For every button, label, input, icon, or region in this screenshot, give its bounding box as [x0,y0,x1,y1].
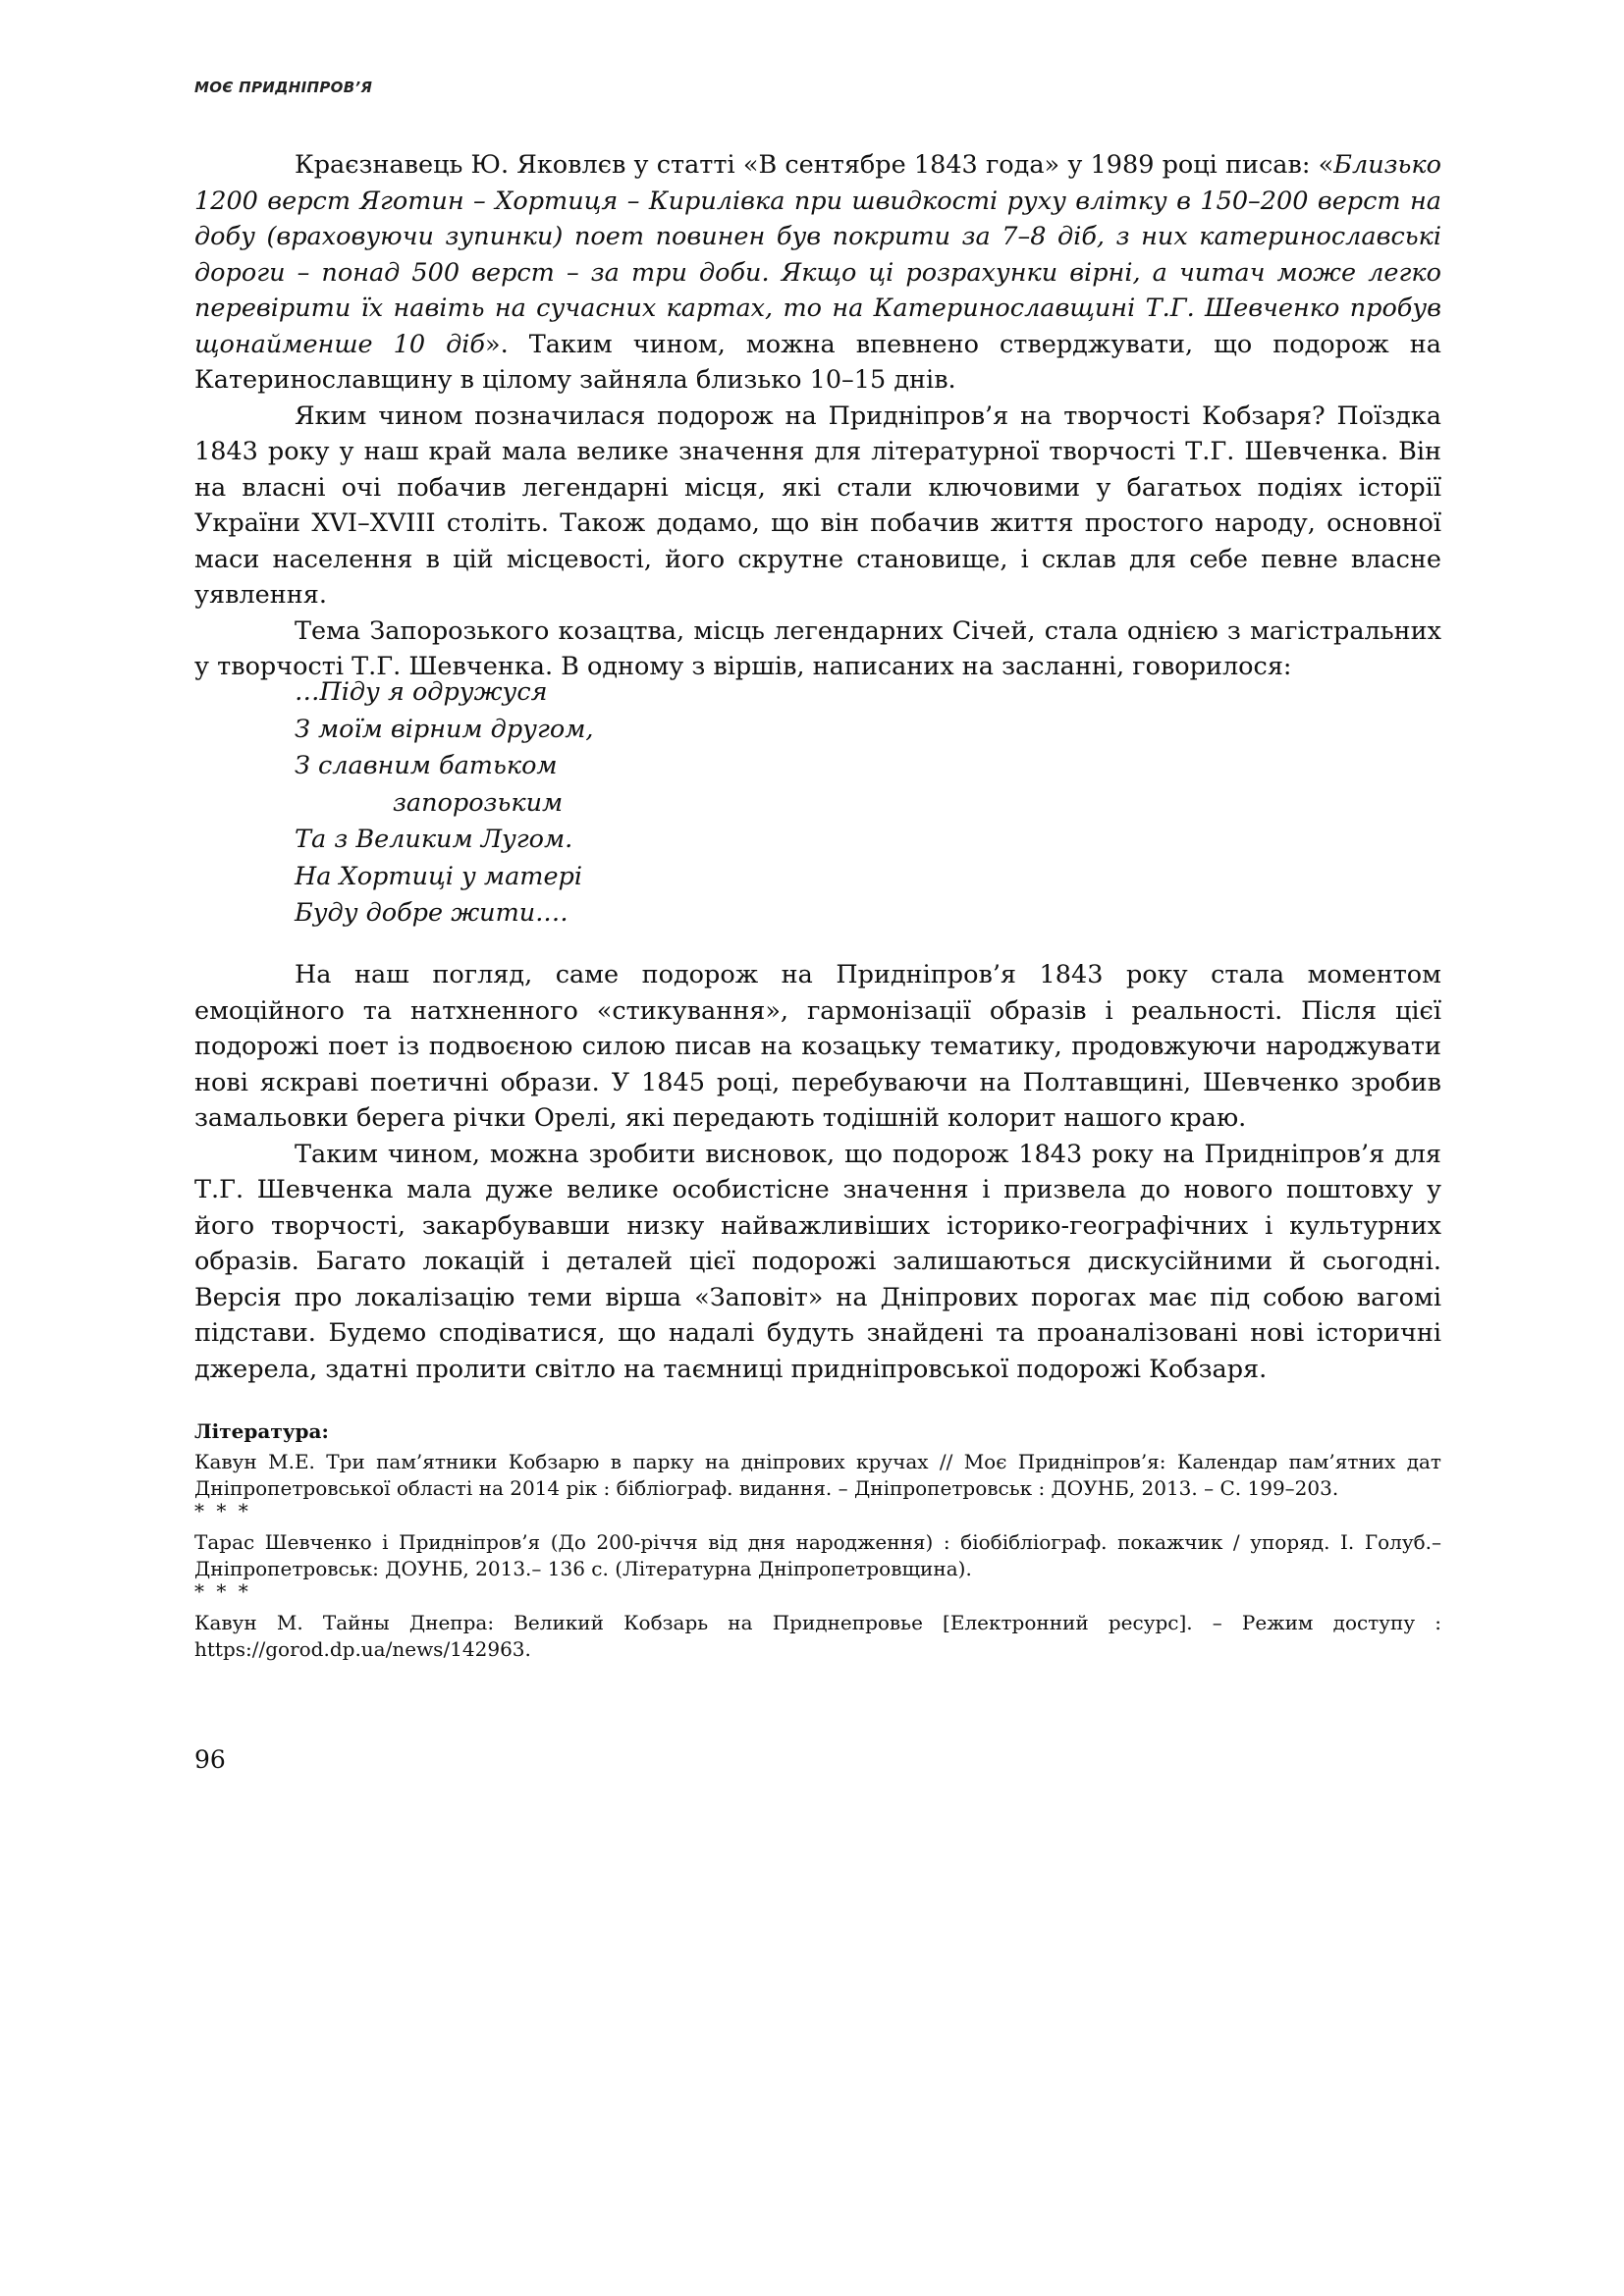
reference-item: Тарас Шевченко і Придніпров’я (До 200-річчя від дня народження) : біобібліограф. покажчик / упоряд. І. Голуб.– Дніпропетровськ: ДОУНБ, 2013.– 136 с. (Літературна Дніпропетровщина). [194,1530,1441,1580]
paragraph-yakovlev [194,147,1441,399]
paragraph-lead: Краєзнавець Ю. Яковлєв у статті «В сентябре 1843 года» у 1989 році писав: « [295,150,1334,180]
reference-item: Кавун М. Тайны Днепра: Великий Кобзарь на Приднепровье [Електронний ресурс]. – Режим доступу : https://gorod.dp.ua/news/142963. [194,1611,1441,1661]
reference-separator: * * * [194,1499,251,1522]
page-number: 96 [194,1745,226,1774]
poem-line: запорозьким [393,787,564,818]
references-heading: Література: [194,1419,329,1443]
poem-excerpt [295,674,884,933]
poem-line: З моїм вірним другом, [295,714,594,744]
reference-item: Кавун М.Е. Три пам’ятники Кобзарю в парку на дніпрових кручах // Моє Придніпров’я: Календар пам’ятних дат Дніпропетровської області на 2014 рік : бібліограф. видання. – Дніпропетровськ : ДОУНБ, 2013. – С. 199–203. [194,1450,1441,1500]
body-text-top [194,147,1441,685]
quoted-text: Близько 1200 верст Яготин – Хортиця – Кирилівка при швидкості руху влітку в 150–200 верст на добу (враховуючи зупинки) поет повинен був покрити за 7–8 діб, з них катеринославські дороги – понад 500 верст – за три доби. Якщо ці розрахунки вірні, а читач може легко перевірити їх навіть на сучасних картах, то на Катеринославщині Т.Г. Шевченко пробув щонайменше 10 діб [194,150,1441,359]
running-head: МОЄ ПРИДНІПРОВ’Я [194,79,373,96]
references-section [194,1418,1441,1663]
poem-line: Та з Великим Лугом. [295,825,573,854]
poem-line: …Піду я одружуся [295,677,548,707]
paragraph-journey-impact: Яким чином позначилася подорож на Придніпров’я на творчості Кобзаря? Поїздка 1843 року у наш край мала велике значення для літературної творчості Т.Г. Шевченка. Він на власні очі побачив легендарні місця, які стали ключовими у багатьох подіях історії України XVI–XVIII століть. Також додамо, що він побачив життя простого народу, основної маси населення в цій місцевості, його скрутне становище, і склав для себе певне власне уявлення. [194,400,1441,610]
body-text-bottom [194,957,1441,1387]
reference-separator: * * * [194,1579,251,1603]
paragraph-tail: ». Таким чином, можна впевнено стверджувати, що подорож на Катеринославщину в цілому зайняла близько 10–15 днів. [194,329,1441,395]
paragraph-our-view: На наш погляд, саме подорож на Придніпров’я 1843 року стала моментом емоційного та натхненного «стикування», гармонізації образів і реальності. Після цієї подорожі поет із подвоєною силою писав на козацьку тематику, продовжуючи народжувати нові яскраві поетичні образи. У 1845 році, перебуваючи на Полтавщині, Шевченко зробив замальовки берега річки Орелі, які передають тодішній колорит нашого краю. [194,960,1441,1133]
poem-line: На Хортиці у матері [295,861,583,891]
poem-line: Буду добре жити.… [295,898,568,928]
poem-line: З славним батьком [295,751,558,780]
paragraph-conclusion: Таким чином, можна зробити висновок, що подорож 1843 року на Придніпров’я для Т.Г. Шевченка мала дуже велике особистісне значення і призвела до нового поштовху у його творчості, закарбувавши низку найважливіших історико-географічних і культурних образів. Багато локацій і деталей цієї подорожі залишаються дискусійними й сьогодні. Версія про локалізацію теми вірша «Заповіт» на Дніпрових порогах має під собою вагомі підстави. Будемо сподіватися, що надалі будуть знайдені та проаналізовані нові історичні джерела, здатні пролити світло на таємниці придніпровської подорожі Кобзаря. [194,1139,1441,1384]
paragraph-cossack-theme: Тема Запорозького козацтва, місць легендарних Січей, стала однією з магістральних у творчості Т.Г. Шевченка. В одному з віршів, написаних на засланні, говорилося: [194,615,1441,681]
